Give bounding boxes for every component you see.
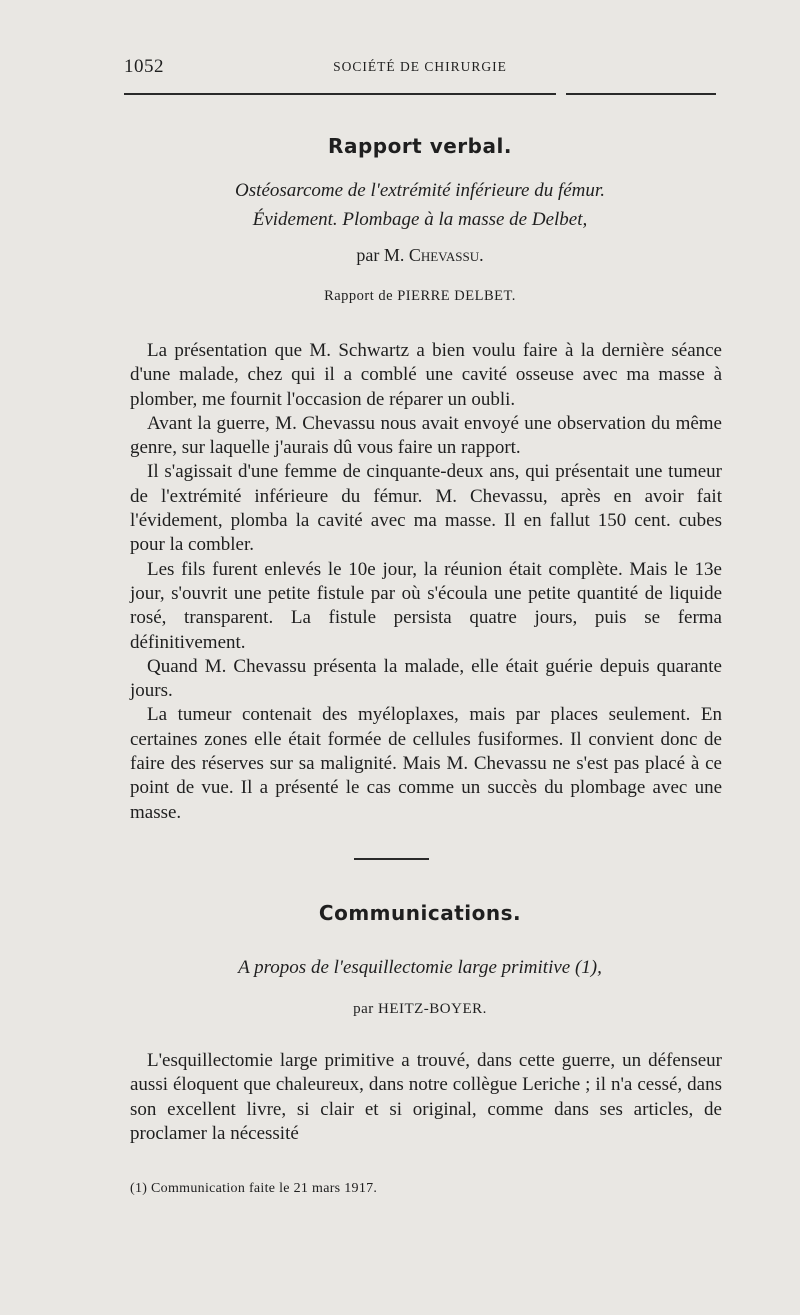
byline-author: Chevassu. xyxy=(408,245,484,265)
section-heading-rapport: Rapport verbal. xyxy=(328,134,512,158)
byline-prefix: par M. xyxy=(356,245,405,265)
rapporteur-line: Rapport de PIERRE DELBET. xyxy=(324,288,516,304)
paragraph: La tumeur contenait des myéloplaxes, mais par places seulement. En certaines zones elle était formée de cellules fusiformes. Il convient donc de faire des réserves sur sa malignité. Mais M. Chevassu ne s'est pas placé à ce point de vue. Il a présenté le cas comme un succès du plombage avec une masse. xyxy=(130,704,722,823)
paragraph: L'esquillectomie large primitive a trouvé, dans cette guerre, un défenseur aussi éloquent que chaleureux, dans notre collègue Leriche ; il n'a cessé, dans son excellent livre, si clair et si original, comme dans ses articles, de proclamer la nécessité xyxy=(130,1050,722,1144)
paragraph: Les fils furent enlevés le 10e jour, la réunion était complète. Mais le 13e jour, s'ouvrit une petite fistule par où s'écoula une petite quantité de liquide rosé, transparent. La fistule persista quatre jours, puis se ferma définitivement. xyxy=(130,558,722,653)
section-divider xyxy=(354,858,429,860)
article-byline xyxy=(124,245,716,266)
section-heading-communications: Communications. xyxy=(318,901,522,925)
article-title-line-1: Ostéosarcome de l'extrémité inférieure du fémur. xyxy=(235,180,605,201)
header-rule-left xyxy=(124,93,556,95)
communication-title: A propos de l'esquillectomie large primitive (1), xyxy=(238,957,602,978)
page-number: 1052 xyxy=(124,56,164,77)
page-header xyxy=(124,56,716,80)
header-rule-right xyxy=(566,93,716,95)
paragraph: Avant la guerre, M. Chevassu nous avait envoyé une observation du même genre, sur laquelle j'aurais dû vous faire un rapport. xyxy=(130,412,722,459)
communication-byline: par HEITZ-BOYER. xyxy=(353,1001,487,1017)
paragraph: Quand M. Chevassu présenta la malade, elle était guérie depuis quarante jours. xyxy=(130,655,722,702)
paragraph: Il s'agissait d'une femme de cinquante-deux ans, qui présentait une tumeur de l'extrémité inférieure du fémur. M. Chevassu, après en avoir fait l'évidement, plomba la cavité avec ma masse. Il en fallut 150 cent. cubes pour la combler. xyxy=(130,461,722,556)
paragraph: La présentation que M. Schwartz a bien voulu faire à la dernière séance d'une malade, chez qui il a comblé une cavité osseuse avec ma masse à plomber, me fournit l'occasion de réparer un oubli. xyxy=(130,340,722,410)
section2-body xyxy=(130,1049,722,1146)
footnote: (1) Communication faite le 21 mars 1917. xyxy=(130,1181,378,1196)
article-title-line-2: Évidement. Plombage à la masse de Delbet, xyxy=(252,209,588,230)
running-title: SOCIÉTÉ DE CHIRURGIE xyxy=(333,59,507,74)
section1-body xyxy=(130,339,722,825)
